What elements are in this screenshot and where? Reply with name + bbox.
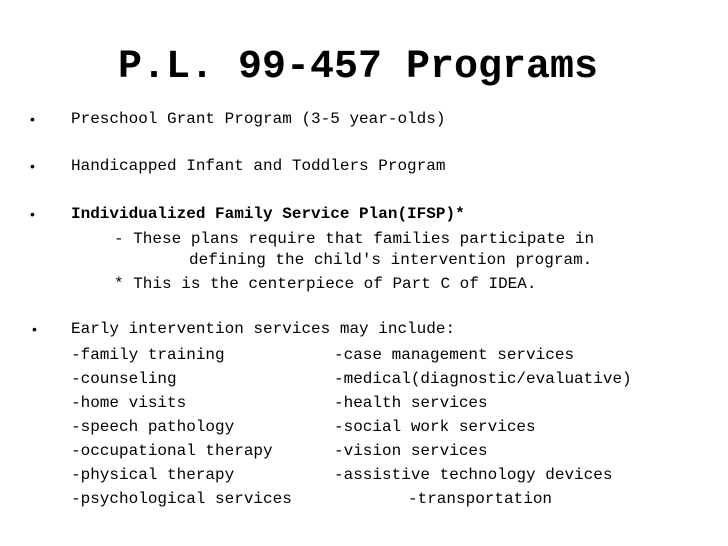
bullet-text-preschool-grant: Preschool Grant Program (3-5 year-olds) xyxy=(71,110,446,128)
service-left-item: -home visits xyxy=(71,394,187,412)
service-right-item: -assistive technology devices xyxy=(334,466,613,484)
service-right-item: -vision services xyxy=(334,442,488,460)
bullet-marker: • xyxy=(30,158,35,174)
service-right-item: -health services xyxy=(334,394,488,412)
service-right-item: -social work services xyxy=(334,418,536,436)
bullet-marker: • xyxy=(30,111,35,127)
slide-title: P.L. 99-457 Programs xyxy=(117,45,599,90)
bullet-marker: • xyxy=(30,206,35,222)
service-right-item: -medical(diagnostic/evaluative) xyxy=(334,370,632,388)
bullet-text-early-intervention: Early intervention services may include: xyxy=(71,320,456,338)
service-left-item: -physical therapy xyxy=(71,466,235,484)
service-left-item: -speech pathology xyxy=(71,418,235,436)
bullet-text-ifsp: Individualized Family Service Plan(IFSP)* xyxy=(71,205,465,223)
service-right-item: -case management services xyxy=(334,346,575,364)
service-left-item: -family training xyxy=(71,346,225,364)
ifsp-note-line-1: - These plans require that families participate in xyxy=(114,230,595,248)
ifsp-note-centerpiece: * This is the centerpiece of Part C of IDEA. xyxy=(114,275,537,293)
service-left-item: -counseling xyxy=(71,370,177,388)
service-left-item: -occupational therapy xyxy=(71,442,273,460)
bullet-text-infant-toddlers: Handicapped Infant and Toddlers Program xyxy=(71,157,446,175)
service-right-item: -transportation xyxy=(408,490,553,508)
bullet-marker: • xyxy=(32,321,37,337)
service-left-item: -psychological services xyxy=(71,490,292,508)
ifsp-note-line-2: defining the child's intervention program. xyxy=(189,251,593,269)
